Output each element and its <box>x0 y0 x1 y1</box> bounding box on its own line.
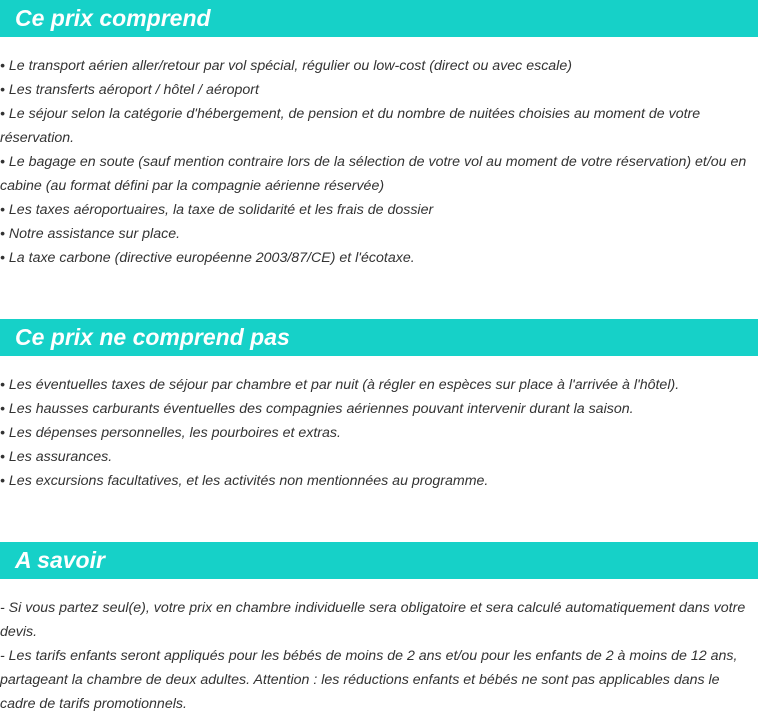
list-item: • La taxe carbone (directive européenne 2003/87/CE) et l'écotaxe. <box>0 250 415 266</box>
list-item: - Les tarifs enfants seront appliqués pour les bébés de moins de 2 ans et/ou pour les enfants de 2 à moins de 12 ans, partageant la chambre de deux adultes. Attention : les réductions enfants et bébés ne sont pas applicables dans le cadre de tarifs promotionnels. <box>0 648 738 712</box>
section-header <box>0 542 758 579</box>
list-item: • Le bagage en soute (sauf mention contraire lors de la sélection de votre vol au moment de votre réservation) et/ou en cabine (au format défini par la compagnie aérienne réservée) <box>0 154 747 194</box>
list-item: • Le séjour selon la catégorie d'hébergement, de pension et du nombre de nuitées choisies au moment de votre réservation. <box>0 106 701 146</box>
section-good-to-know <box>0 542 758 716</box>
section-body <box>0 356 758 493</box>
section-title: A savoir <box>15 547 105 573</box>
list-item: • Notre assistance sur place. <box>0 226 181 242</box>
list-item: • Les éventuelles taxes de séjour par chambre et par nuit (à régler en espèces sur place à l'arrivée à l'hôtel). <box>0 377 680 393</box>
section-price-excludes <box>0 319 758 493</box>
list-item: • Les hausses carburants éventuelles des compagnies aériennes pouvant intervenir durant la saison. <box>0 401 634 417</box>
section-body <box>0 37 758 270</box>
section-header <box>0 0 758 37</box>
section-title: Ce prix ne comprend pas <box>15 324 290 350</box>
list-item: • Les taxes aéroportuaires, la taxe de solidarité et les frais de dossier <box>0 202 434 218</box>
list-item: • Le transport aérien aller/retour par vol spécial, régulier ou low-cost (direct ou avec escale) <box>0 58 572 74</box>
list-item: • Les dépenses personnelles, les pourboires et extras. <box>0 425 341 441</box>
section-body <box>0 579 758 716</box>
section-price-includes <box>0 0 758 270</box>
list-item: • Les excursions facultatives, et les activités non mentionnées au programme. <box>0 473 489 489</box>
section-header <box>0 319 758 356</box>
list-item: • Les transferts aéroport / hôtel / aéroport <box>0 82 259 98</box>
section-title: Ce prix comprend <box>15 5 211 31</box>
list-item: - Si vous partez seul(e), votre prix en chambre individuelle sera obligatoire et sera calculé automatiquement dans votre devis. <box>0 600 746 640</box>
list-item: • Les assurances. <box>0 449 113 465</box>
